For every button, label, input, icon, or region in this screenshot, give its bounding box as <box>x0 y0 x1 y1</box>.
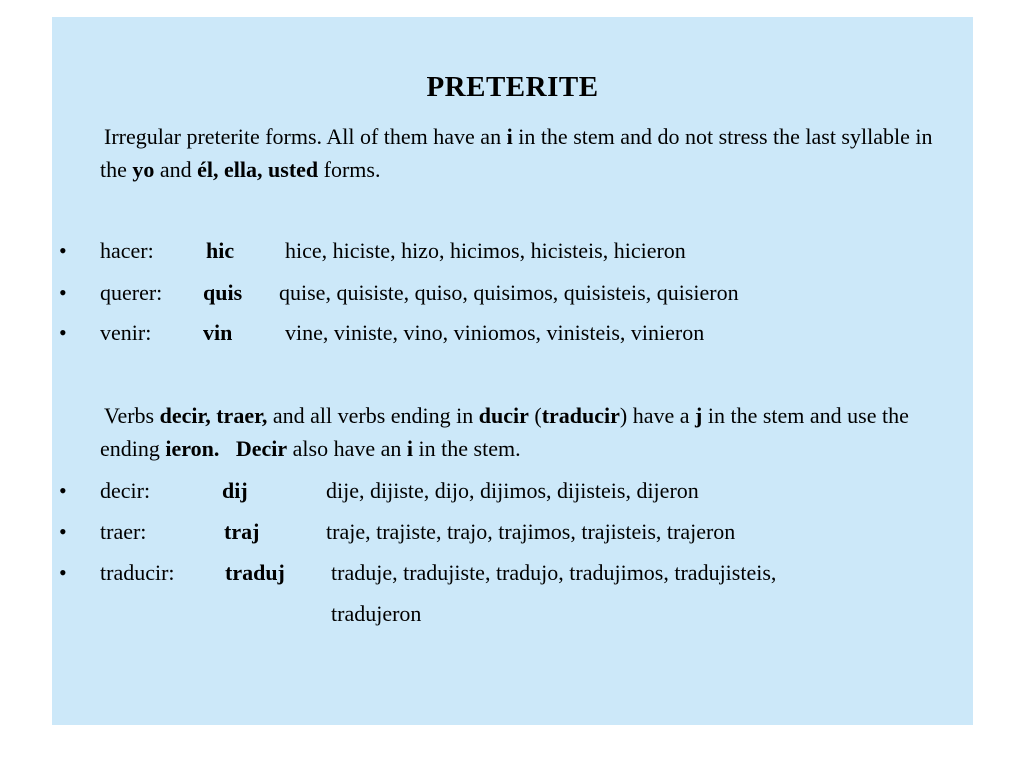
note-text-6 <box>219 436 236 461</box>
verb-label: venir: <box>100 320 152 345</box>
note-bold-2: ducir <box>478 403 529 428</box>
conjugation-forms: vine, viniste, vino, viniomos, vinisteis, vinieron <box>285 320 705 345</box>
stem-label: quis <box>203 280 243 305</box>
note-text-5: in the stem and use the ending <box>100 403 909 461</box>
stem-label: hic <box>206 238 235 263</box>
slide-panel <box>52 17 973 725</box>
intro-bold-1: i <box>506 124 513 149</box>
verb-label: hacer: <box>100 238 154 263</box>
verb-label: querer: <box>100 280 163 305</box>
conjugation-forms: traje, trajiste, trajo, trajimos, trajisteis, trajeron <box>326 519 736 544</box>
verb-label: decir: <box>100 478 151 503</box>
conjugation-forms-continued: tradujeron <box>331 601 422 626</box>
bullet-dot: • <box>59 478 67 503</box>
note-paragraph <box>100 399 950 465</box>
stem-label: traduj <box>225 560 285 585</box>
intro-text-3: and <box>154 157 198 182</box>
intro-bold-3: él, ella, usted <box>197 157 319 182</box>
stem-label: dij <box>222 478 248 503</box>
bullet-dot: • <box>59 320 67 345</box>
verb-label: traer: <box>100 519 147 544</box>
conjugation-forms: hice, hiciste, hizo, hicimos, hicisteis, hicieron <box>285 238 686 263</box>
note-text-4: ) have a <box>619 403 696 428</box>
note-bold-7: i <box>406 436 414 461</box>
note-bold-4: j <box>695 403 703 428</box>
note-text-8: in the stem. <box>413 436 521 461</box>
bullet-dot: • <box>59 280 67 305</box>
intro-paragraph <box>100 120 950 186</box>
bullet-dot: • <box>59 238 67 263</box>
stem-label: vin <box>203 320 233 345</box>
verb-label: traducir: <box>100 560 175 585</box>
intro-text-4: forms. <box>318 157 381 182</box>
note-bold-1: decir, traer, <box>159 403 268 428</box>
note-text-7: also have an <box>287 436 407 461</box>
slide-title: PRETERITE <box>426 71 599 103</box>
note-bold-6: Decir <box>235 436 288 461</box>
note-text-3: ( <box>528 403 542 428</box>
intro-text-1: Irregular preterite forms. All of them have an <box>104 124 507 149</box>
note-bold-3: traducir <box>541 403 620 428</box>
stem-label: traj <box>224 519 260 544</box>
conjugation-forms: quise, quisiste, quiso, quisimos, quisisteis, quisieron <box>279 280 739 305</box>
note-text-2: and all verbs ending in <box>267 403 479 428</box>
bullet-dot: • <box>59 519 67 544</box>
intro-text-2: in the stem and do not stress the last syllable in the <box>100 124 933 182</box>
note-text-1: Verbs <box>104 403 160 428</box>
conjugation-forms: dije, dijiste, dijo, dijimos, dijisteis, dijeron <box>326 478 699 503</box>
conjugation-forms: traduje, tradujiste, tradujo, tradujimos, tradujisteis, <box>331 560 777 585</box>
intro-bold-2: yo <box>132 157 155 182</box>
note-bold-5: ieron. <box>165 436 220 461</box>
bullet-dot: • <box>59 560 67 585</box>
